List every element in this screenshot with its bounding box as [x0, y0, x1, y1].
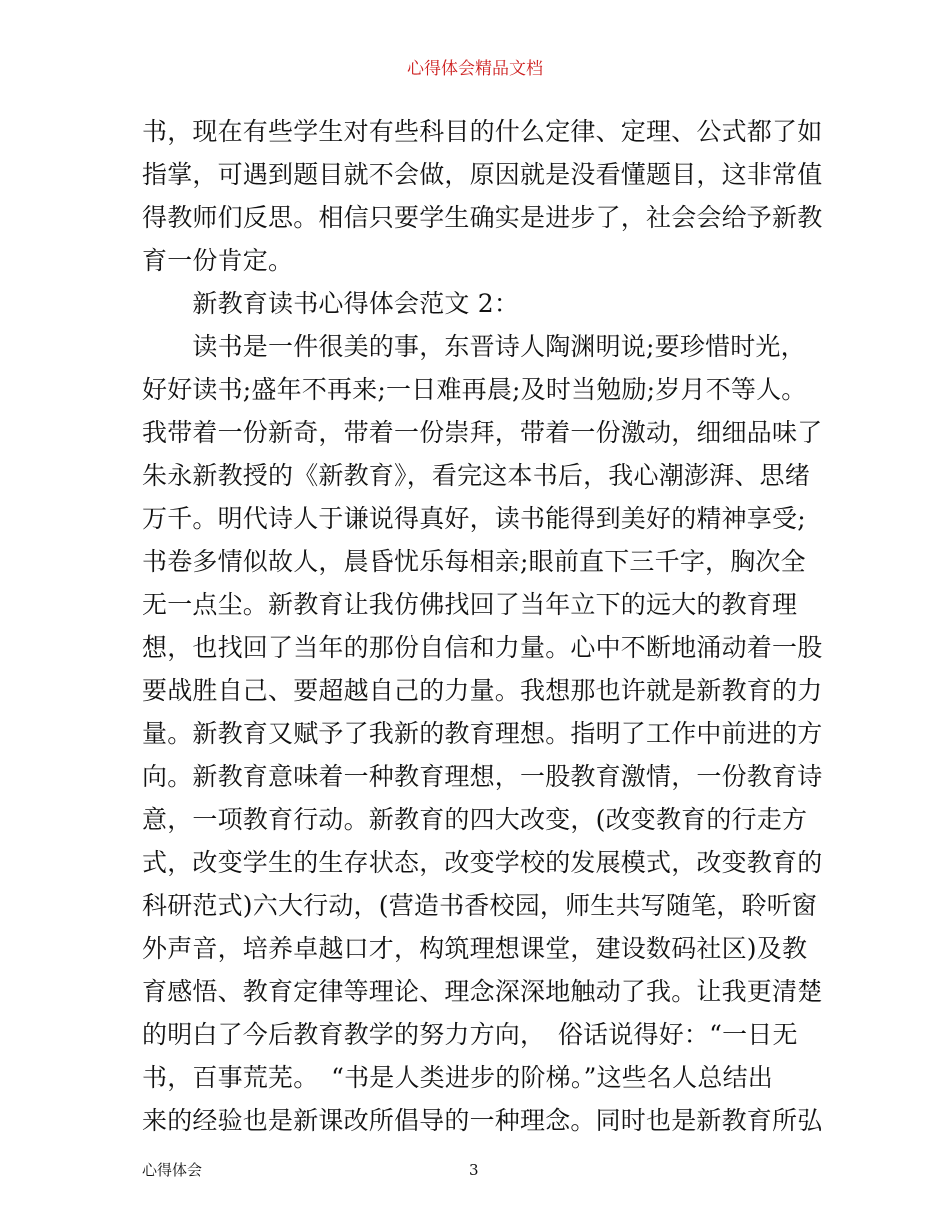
text-line: 要战胜自己、要超越自己的力量。我想那也许就是新教育的力: [142, 676, 823, 705]
section-heading: 新教育读书心得体会范文 2：: [142, 289, 520, 318]
text-line: 的明白了今后教育教学的努力方向， 俗话说得好：“一日无: [142, 1020, 798, 1049]
text-line: 读书是一件很美的事，东晋诗人陶渊明说;要珍惜时光，: [142, 332, 806, 361]
text-line: 书，现在有些学生对有些科目的什么定律、定理、公式都了如: [142, 117, 823, 146]
text-line: 来的经验也是新课改所倡导的一种理念。同时也是新教育所弘: [142, 1106, 823, 1135]
text-line: 无一点尘。新教育让我仿佛找回了当年立下的远大的教育理: [142, 590, 798, 619]
text-line: 指掌，可遇到题目就不会做，原因就是没看懂题目，这非常值: [142, 160, 823, 189]
text-line: 向。新教育意味着一种教育理想，一股教育激情，一份教育诗: [142, 762, 823, 791]
text-line: 好好读书;盛年不再来;一日难再晨;及时当勉励;岁月不等人。: [142, 375, 807, 404]
text-line: 意，一项教育行动。新教育的四大改变，(改变教育的行走方: [142, 805, 808, 834]
text-line: 外声音，培养卓越口才，构筑理想课堂，建设数码社区)及教: [142, 934, 808, 963]
text-line: 量。新教育又赋予了我新的教育理想。指明了工作中前进的方: [142, 719, 823, 748]
text-line: 想，也找回了当年的那份自信和力量。心中不断地涌动着一股: [142, 633, 823, 662]
page-number: 3: [469, 1161, 479, 1179]
text-line: 朱永新教授的《新教育》，看完这本书后，我心潮澎湃、思绪: [142, 461, 810, 490]
text-line: 式，改变学生的生存状态，改变学校的发展模式，改变教育的: [142, 848, 823, 877]
document-header-title: 心得体会精品文档: [407, 59, 543, 79]
text-line: 科研范式)六大行动，(营造书香校园，师生共写随笔，聆听窗: [142, 891, 818, 920]
text-line: 得教师们反思。相信只要学生确实是进步了，社会会给予新教: [142, 203, 823, 232]
document-body: [142, 110, 822, 1142]
footer-label: 心得体会: [142, 1161, 203, 1179]
text-line: 书，百事荒芜。 “书是人类进步的阶梯。”这些名人总结出: [142, 1063, 773, 1092]
text-line: 书卷多情似故人，晨昏忧乐每相亲;眼前直下三千字，胸次全: [142, 547, 806, 576]
text-line: 育一份肯定。: [142, 246, 294, 275]
text-line: 万千。明代诗人于谦说得真好，读书能得到美好的精神享受;: [142, 504, 806, 533]
text-line: 我带着一份新奇，带着一份崇拜，带着一份激动，细细品味了: [142, 418, 823, 447]
text-line: 育感悟、教育定律等理论、理念深深地触动了我。让我更清楚: [142, 977, 823, 1006]
